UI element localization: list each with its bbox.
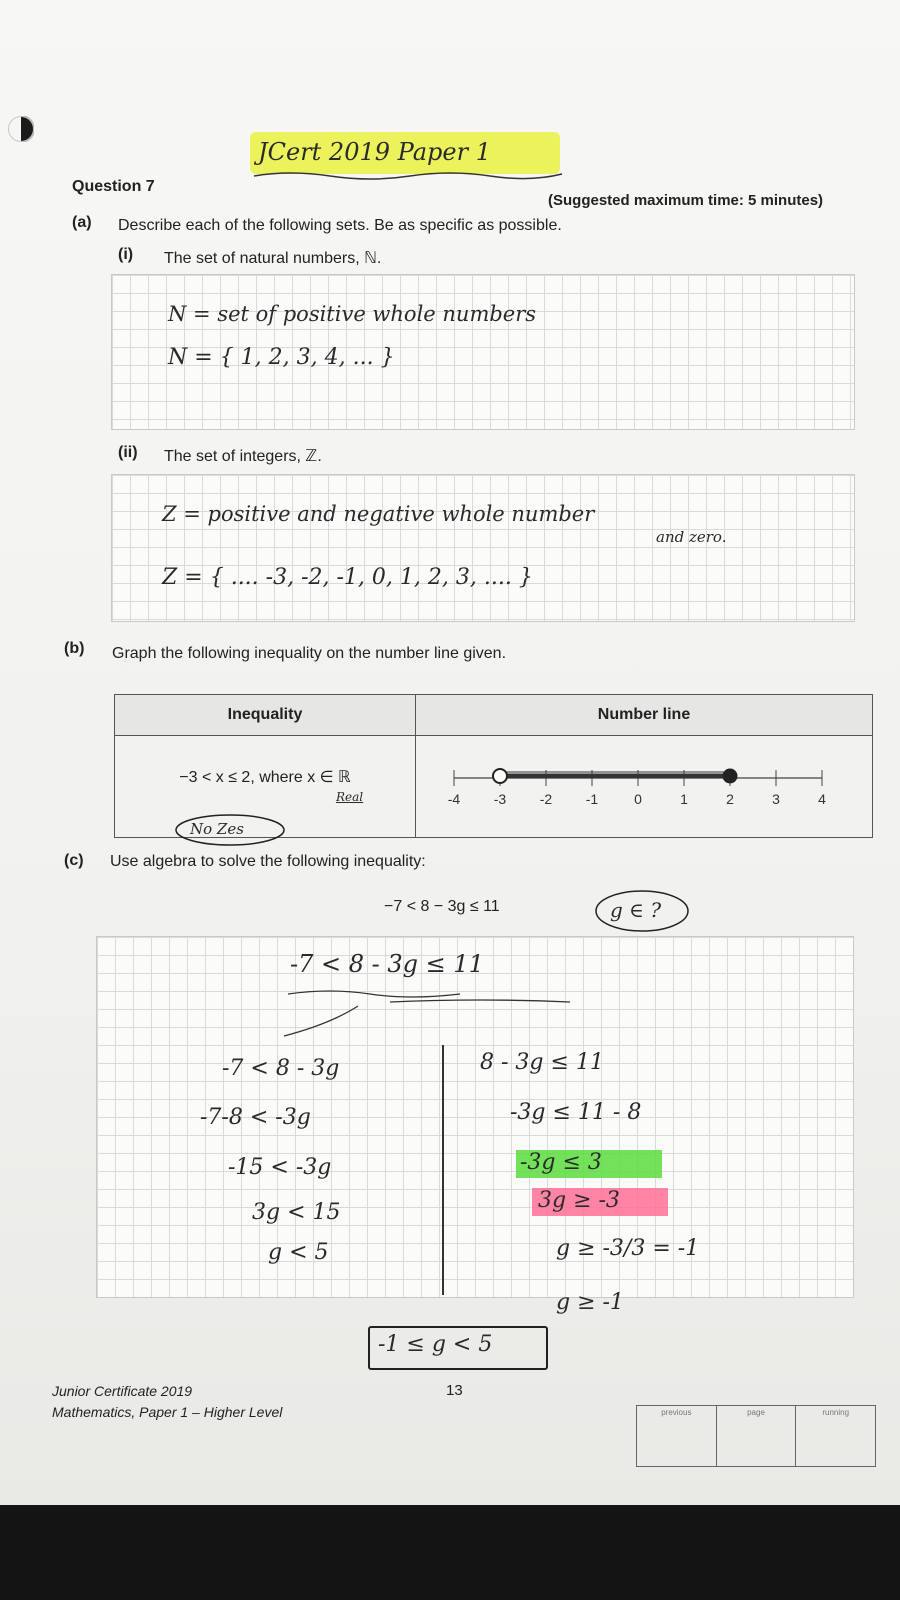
- left-step-4: 3g < 15: [252, 1200, 341, 1225]
- col-inequality: Inequality: [115, 695, 416, 736]
- punch-hole-ring: [8, 116, 34, 142]
- part-b-text: Graph the following inequality on the number line given.: [112, 645, 507, 662]
- nozes-note: No Zes: [190, 820, 244, 838]
- number-line-tick-label: -2: [539, 791, 553, 807]
- footer-line1: Junior Certificate 2019: [52, 1383, 193, 1399]
- part-c-inequality: −7 < 8 − 3g ≤ 11: [384, 898, 500, 915]
- handwritten-title: JCert 2019 Paper 1: [258, 138, 491, 166]
- number-line-tick-label: -4: [447, 791, 461, 807]
- right-step-5: g ≥ -3/3 = -1: [556, 1236, 700, 1261]
- left-step-2: -7-8 < -3g: [200, 1105, 311, 1130]
- right-step-6: g ≥ -1: [556, 1290, 624, 1315]
- g-note: g ∈ ?: [610, 898, 662, 922]
- number-line-tick-label: 3: [772, 791, 780, 807]
- answer-a-ii-line1b: and zero.: [656, 528, 727, 546]
- page-number: 13: [446, 1382, 463, 1399]
- part-a-ii-label: (ii): [118, 444, 138, 461]
- left-step-5: g < 5: [268, 1240, 329, 1265]
- answer-a-i-line2: N = { 1, 2, 3, 4, ... }: [168, 345, 395, 370]
- part-a-label: (a): [72, 214, 92, 231]
- time-note: (Suggested maximum time: 5 minutes): [548, 192, 824, 209]
- number-line-tick-label: 2: [726, 791, 734, 807]
- work-top: -7 < 8 - 3g ≤ 11: [290, 950, 484, 978]
- number-line-tick-label: 0: [634, 791, 642, 807]
- answer-a-i-line1: N = set of positive whole numbers: [168, 302, 537, 326]
- part-a-i-label: (i): [118, 246, 134, 263]
- title-underline: [250, 168, 570, 184]
- number-line: [416, 736, 872, 832]
- part-c-label: (c): [64, 852, 84, 869]
- col-numberline: Number line: [416, 695, 873, 736]
- open-circle-endpoint: [493, 769, 507, 783]
- marks-page: page: [717, 1406, 797, 1466]
- left-step-1: -7 < 8 - 3g: [222, 1056, 340, 1081]
- right-step-4: 3g ≥ -3: [538, 1188, 620, 1213]
- part-a-i-text: The set of natural numbers, ℕ.: [164, 250, 382, 267]
- marks-previous: previous: [637, 1406, 717, 1466]
- part-a-text: Describe each of the following sets. Be as specific as possible.: [118, 217, 562, 234]
- number-line-tick-label: -3: [493, 791, 507, 807]
- marks-box: [636, 1405, 876, 1467]
- right-step-1: 8 - 3g ≤ 11: [480, 1050, 604, 1075]
- number-line-tick-label: 4: [818, 791, 826, 807]
- part-c-text: Use algebra to solve the following inequality:: [110, 853, 426, 870]
- number-line-tick-label: -1: [585, 791, 599, 807]
- work-divider: [442, 1045, 444, 1295]
- answer-a-ii-line2: Z = { .... -3, -2, -1, 0, 1, 2, 3, .... }: [162, 565, 533, 590]
- work-top-underline: [280, 984, 580, 1044]
- left-step-3: -15 < -3g: [228, 1155, 332, 1180]
- answer-box-a-ii: [111, 474, 855, 622]
- part-a-ii-text: The set of integers, ℤ.: [164, 448, 322, 465]
- answer-a-ii-line1: Z = positive and negative whole number: [162, 502, 595, 526]
- number-line-tick-label: 1: [680, 791, 688, 807]
- question-title: Question 7: [72, 178, 155, 195]
- real-note: Real: [336, 790, 364, 804]
- numberline-cell: [416, 736, 873, 838]
- footer-line2: Mathematics, Paper 1 – Higher Level: [52, 1404, 283, 1420]
- part-b-label: (b): [64, 640, 85, 657]
- closed-circle-endpoint: [723, 769, 737, 783]
- right-step-3: -3g ≤ 3: [520, 1150, 602, 1175]
- final-answer: -1 ≤ g < 5: [378, 1332, 493, 1357]
- marks-running: running: [822, 1408, 850, 1417]
- inequality-expression: −3 < x ≤ 2, where x ∈ ℝ: [179, 769, 351, 786]
- right-step-2: -3g ≤ 11 - 8: [510, 1100, 642, 1125]
